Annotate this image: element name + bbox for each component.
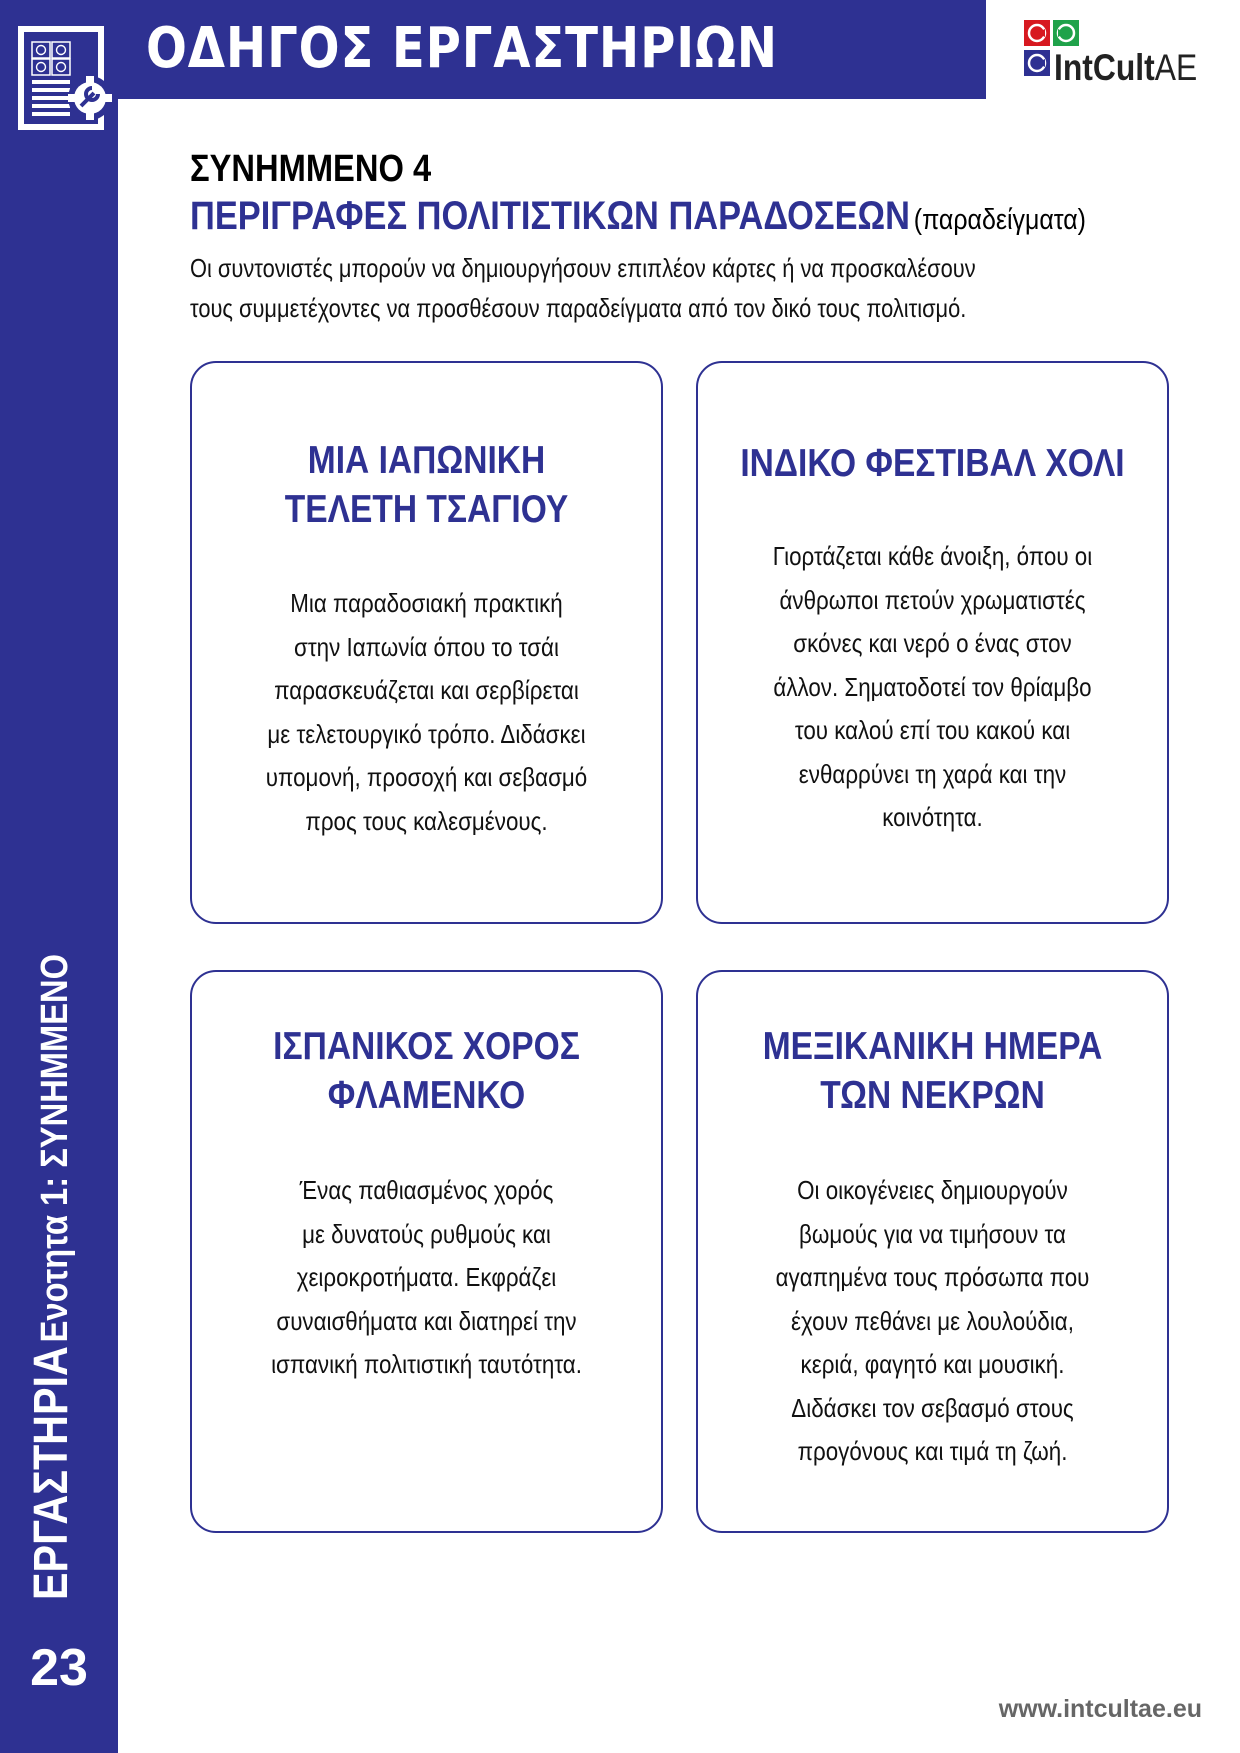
sidebar-vertical-sub: Ενοτητα 1: ΣΥΝΗΜΜΕΝΟ (34, 953, 76, 1343)
card-body-line: με δυνατούς ρυθμούς και (302, 1218, 551, 1249)
card-body-line: παρασκευάζεται και σερβίρεται (274, 675, 579, 705)
card-body-line: έχουν πεθάνει με λουλούδια, (791, 1305, 1074, 1336)
card-body (199, 582, 654, 843)
card-body-line: Διδάσκει τον σεβασμό στους (791, 1392, 1074, 1423)
logo-wordmark (1054, 48, 1197, 88)
card-body-line: κεριά, φαγητό και μουσική. (800, 1349, 1065, 1379)
intro-line: Οι συντονιστές μπορούν να δημιουργήσουν επιπλέον κάρτες ή να προσκαλέσουν (190, 253, 976, 283)
card-body-line: Γιορτάζεται κάθε άνοιξη, όπου οι (772, 541, 1093, 571)
card-body-line: χειροκροτήματα. Εκφράζει (296, 1262, 557, 1292)
card-body (199, 1169, 654, 1387)
footer-url[interactable]: www.intcultae.eu (998, 1695, 1202, 1723)
card-body-line: με τελετουργικό τρόπο. Διδάσκει (267, 718, 586, 749)
card-title (225, 1022, 628, 1120)
page-number: 23 (30, 1639, 88, 1697)
card-body-line: ισπανική πολιτιστική ταυτότητα. (271, 1349, 582, 1379)
card-body-line: προγόνους και τιμά τη ζωή. (797, 1436, 1068, 1466)
logo-text-light: AE (1154, 47, 1198, 88)
card-title-line: ΜΕΞΙΚΑΝΙΚΗ ΗΜΕΡΑ (762, 1025, 1103, 1068)
card-indian-holi-festival (696, 361, 1169, 924)
card-body-line: κοινότητα. (882, 802, 983, 832)
intcultae-logo (1024, 18, 1204, 88)
section-title-main: ΠΕΡΙΓΡΑΦΕΣ ΠΟΛΙΤΙΣΤΙΚΩΝ ΠΑΡΑΔΟΣΕΩΝ (190, 194, 910, 238)
card-body (705, 535, 1160, 840)
card-body-line: στην Ιαπωνία όπου το τσάι (294, 631, 559, 662)
card-japanese-tea-ceremony (190, 361, 663, 924)
workshop-guide-icon (18, 26, 118, 132)
card-title-line: ΙΝΔΙΚΟ ΦΕΣΤΙΒΑΛ ΧΟΛΙ (740, 442, 1125, 485)
card-title-line: ΜΙΑ ΙΑΠΩΝΙΚΗ (307, 439, 546, 482)
card-body-line: σκόνες και νερό ο ένας στον (793, 628, 1072, 658)
card-title (731, 1022, 1134, 1120)
card-title (731, 439, 1134, 488)
intro-text (190, 248, 1164, 328)
card-body-line: προς τους καλεσμένους. (305, 805, 548, 836)
card-body-line: υπομονή, προσοχή και σεβασμό (265, 762, 588, 792)
card-body (705, 1169, 1160, 1474)
logo-green-square (1053, 20, 1079, 46)
card-body-line: αγαπημένα τους πρόσωπα που (775, 1262, 1090, 1292)
card-body-line: βωμούς για να τιμήσουν τα (799, 1218, 1066, 1249)
sidebar-vertical-label (24, 849, 79, 1600)
card-body-line: ενθαρρύνει τη χαρά και την (798, 758, 1067, 789)
card-body-line: άλλον. Σηματοδοτεί τον θρίαμβο (773, 671, 1092, 702)
card-body-line: συναισθήματα και διατηρεί την (276, 1305, 577, 1336)
logo-blue-square (1024, 50, 1050, 76)
card-mexican-day-of-the-dead (696, 970, 1169, 1533)
header-band (0, 0, 986, 99)
logo-text-bold: IntCult (1054, 47, 1155, 88)
page-header-title: ΟΔΗΓΟΣ ΕΡΓΑΣΤΗΡΙΩΝ (146, 16, 778, 81)
card-title (225, 436, 628, 534)
sidebar-vertical-main: ΕΡΓΑΣΤΗΡΙΑ (25, 1346, 78, 1600)
intro-line: τους συμμετέχοντες να προσθέσουν παραδείγματα από τον δικό τους πολιτισμό. (190, 293, 967, 323)
card-title-line: ΦΛΑΜΕΝΚΟ (327, 1074, 526, 1117)
card-title-line: ΤΕΛΕΤΗ ΤΣΑΓΙΟΥ (284, 488, 569, 531)
card-body-line: Μια παραδοσιακή πρακτική (290, 588, 563, 618)
logo-red-square (1024, 20, 1050, 46)
card-title-line: ΤΩΝ ΝΕΚΡΩΝ (820, 1074, 1045, 1117)
attachment-label: ΣΥΝΗΜΜΕΝΟ 4 (190, 148, 432, 190)
section-title-note: (παραδείγματα) (913, 204, 1086, 236)
card-body-line: Ένας παθιασμένος χορός (299, 1175, 554, 1205)
card-body-line: άνθρωποι πετούν χρωματιστές (779, 584, 1086, 615)
card-body-line: Οι οικογένειες δημιουργούν (797, 1175, 1068, 1205)
card-body-line: του καλού επί του κακού και (794, 715, 1071, 745)
section-title (190, 194, 1086, 239)
card-spanish-flamenco (190, 970, 663, 1533)
card-title-line: ΙΣΠΑΝΙΚΟΣ ΧΟΡΟΣ (273, 1025, 580, 1068)
